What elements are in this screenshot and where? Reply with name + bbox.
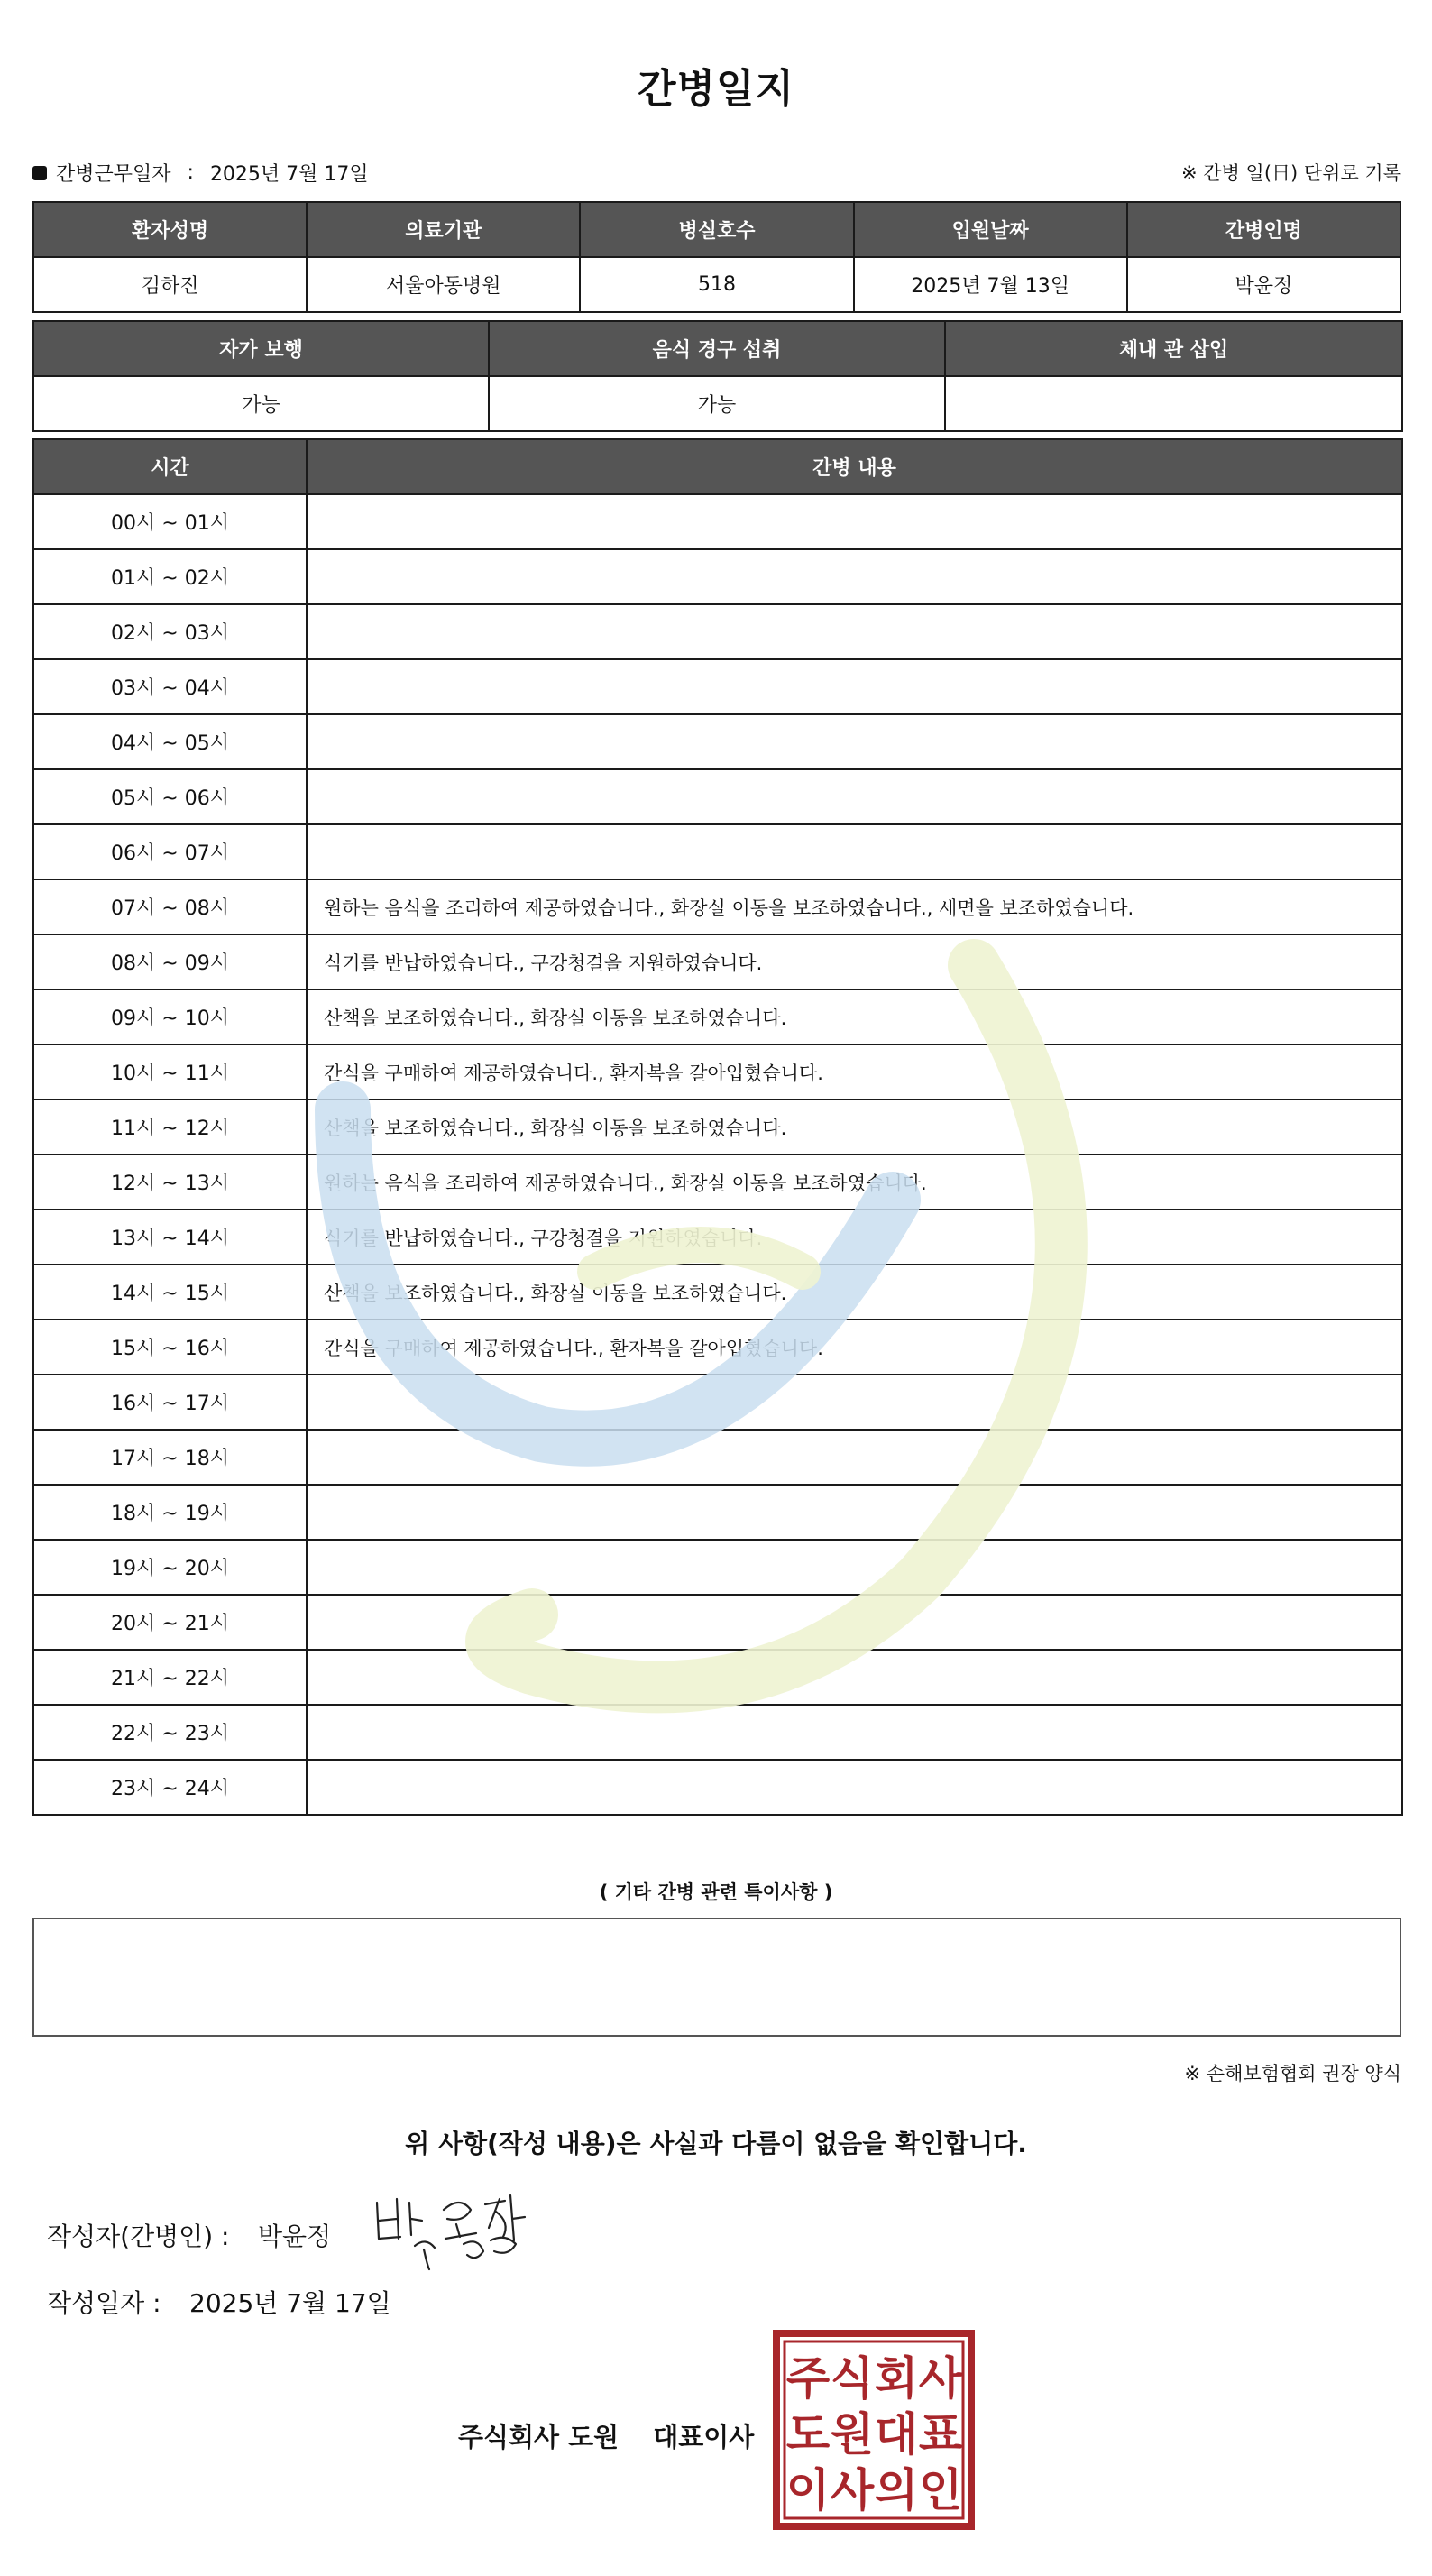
- table-row: [33, 1595, 1402, 1650]
- square-bullet-icon: [32, 166, 47, 180]
- care-content: [307, 494, 1402, 549]
- time-slot: 17시 ~ 18시: [33, 1430, 307, 1485]
- table-row: [33, 1540, 1402, 1595]
- time-slot: 00시 ~ 01시: [33, 494, 307, 549]
- table-row: [33, 1760, 1402, 1815]
- header-oral-intake: 음식 경구 섭취: [489, 321, 945, 376]
- patient-name-value: 김하진: [33, 257, 307, 312]
- table-row: [33, 659, 1402, 714]
- care-content: [307, 1485, 1402, 1540]
- time-slot: 03시 ~ 04시: [33, 659, 307, 714]
- care-content: [307, 824, 1402, 879]
- status-header-row: [33, 321, 1402, 376]
- time-slot: 19시 ~ 20시: [33, 1540, 307, 1595]
- care-content: 간식을 구매하여 제공하였습니다., 환자복을 갈아입혔습니다.: [307, 1320, 1402, 1375]
- admission-date-value: 2025년 7월 13일: [854, 257, 1127, 312]
- log-body: [33, 494, 1402, 1815]
- table-row: [33, 1705, 1402, 1760]
- time-slot: 23시 ~ 24시: [33, 1760, 307, 1815]
- page-title: 간병일지: [637, 66, 794, 112]
- time-slot: 09시 ~ 10시: [33, 989, 307, 1044]
- oral-intake-value: 가능: [489, 376, 945, 431]
- patient-status-table: [32, 320, 1403, 432]
- special-notes-label: ( 기타 간병 관련 특이사항 ): [599, 1881, 833, 1903]
- header-self-walking: 자가 보행: [33, 321, 489, 376]
- patient-info-table: [32, 201, 1401, 313]
- table-row: [33, 1320, 1402, 1375]
- care-content: 산책을 보조하였습니다., 화장실 이동을 보조하였습니다.: [307, 1265, 1402, 1320]
- care-content: [307, 659, 1402, 714]
- table-row: [33, 934, 1402, 989]
- table-row: [33, 549, 1402, 604]
- table-row: [33, 1044, 1402, 1099]
- seal-character: 주: [785, 2352, 831, 2405]
- care-content: 산책을 보조하였습니다., 화장실 이동을 보조하였습니다.: [307, 989, 1402, 1044]
- written-date-label: 작성일자 :: [47, 2288, 161, 2318]
- seal-character: 의: [874, 2464, 919, 2516]
- seal-character: 표: [918, 2408, 963, 2461]
- time-slot: 06시 ~ 07시: [33, 824, 307, 879]
- room-number-value: 518: [580, 257, 853, 312]
- time-slot: 15시 ~ 16시: [33, 1320, 307, 1375]
- time-slot: 16시 ~ 17시: [33, 1375, 307, 1430]
- daily-record-note: ※ 간병 일(日) 단위로 기록: [1181, 162, 1401, 184]
- time-slot: 10시 ~ 11시: [33, 1044, 307, 1099]
- seal-character: 도: [785, 2408, 831, 2461]
- work-date-row: [32, 159, 369, 187]
- table-row: [33, 1099, 1402, 1155]
- patient-value-row: [33, 257, 1400, 312]
- care-content: 간식을 구매하여 제공하였습니다., 환자복을 갈아입혔습니다.: [307, 1044, 1402, 1099]
- time-slot: 13시 ~ 14시: [33, 1210, 307, 1265]
- table-row: [33, 989, 1402, 1044]
- written-date-value: 2025년 7월 17일: [189, 2288, 391, 2318]
- care-content: [307, 714, 1402, 769]
- care-content: [307, 1705, 1402, 1760]
- seal-character: 이: [785, 2464, 831, 2516]
- time-slot: 12시 ~ 13시: [33, 1155, 307, 1210]
- table-row: [33, 714, 1402, 769]
- table-row: [33, 824, 1402, 879]
- table-row: [33, 1485, 1402, 1540]
- special-notes-box: [32, 1918, 1401, 2037]
- work-date-value: 2025년 7월 17일: [209, 163, 369, 186]
- time-slot: 01시 ~ 02시: [33, 549, 307, 604]
- seal-character: 식: [830, 2352, 875, 2405]
- header-time: 시간: [33, 439, 307, 494]
- caregiver-name-value: 박윤정: [1127, 257, 1400, 312]
- company-name: 주식회사 도원: [458, 2422, 620, 2452]
- table-row: [33, 1430, 1402, 1485]
- seal-character: 인: [918, 2464, 963, 2516]
- patient-header-row: [33, 202, 1400, 257]
- table-row: [33, 1265, 1402, 1320]
- care-content: [307, 604, 1402, 659]
- care-content: [307, 1650, 1402, 1705]
- care-content: 식기를 반납하였습니다., 구강청결을 지원하였습니다.: [307, 934, 1402, 989]
- log-header-row: [33, 439, 1402, 494]
- header-care-content: 간병 내용: [307, 439, 1402, 494]
- company-ceo-title: 대표이사: [653, 2422, 755, 2452]
- handwritten-signature: [370, 2183, 532, 2273]
- writer-name: 박윤정: [258, 2222, 332, 2251]
- tube-insertion-value: [945, 376, 1402, 431]
- seal-character: 대: [874, 2408, 919, 2461]
- time-slot: 04시 ~ 05시: [33, 714, 307, 769]
- table-row: [33, 769, 1402, 824]
- time-slot: 20시 ~ 21시: [33, 1595, 307, 1650]
- time-slot: 07시 ~ 08시: [33, 879, 307, 934]
- time-slot: 14시 ~ 15시: [33, 1265, 307, 1320]
- form-source-note: ※ 손해보험협회 권장 양식: [1184, 2063, 1401, 2084]
- table-row: [33, 1650, 1402, 1705]
- seal-character: 회: [874, 2352, 919, 2405]
- care-content: [307, 1540, 1402, 1595]
- care-content: [307, 1595, 1402, 1650]
- company-signature-line: [458, 2417, 754, 2454]
- header-hospital: 의료기관: [307, 202, 580, 257]
- work-date-colon: :: [187, 161, 194, 184]
- header-tube-insertion: 체내 관 삽입: [945, 321, 1402, 376]
- company-seal-stamp: [772, 2329, 976, 2531]
- seal-character: 사: [830, 2464, 875, 2516]
- care-content: 산책을 보조하였습니다., 화장실 이동을 보조하였습니다.: [307, 1099, 1402, 1155]
- writer-label: 작성자(간병인) :: [47, 2222, 230, 2251]
- seal-character: 사: [918, 2352, 963, 2405]
- time-slot: 22시 ~ 23시: [33, 1705, 307, 1760]
- header-patient-name: 환자성명: [33, 202, 307, 257]
- time-slot: 18시 ~ 19시: [33, 1485, 307, 1540]
- time-slot: 05시 ~ 06시: [33, 769, 307, 824]
- table-row: [33, 1375, 1402, 1430]
- confirmation-statement: 위 사항(작성 내용)은 사실과 다름이 없음을 확인합니다.: [405, 2129, 1027, 2158]
- table-row: [33, 604, 1402, 659]
- table-row: [33, 1155, 1402, 1210]
- table-row: [33, 1210, 1402, 1265]
- header-admission-date: 입원날짜: [854, 202, 1127, 257]
- care-content: [307, 1430, 1402, 1485]
- written-date-row: [47, 2284, 391, 2320]
- table-row: [33, 879, 1402, 934]
- time-slot: 11시 ~ 12시: [33, 1099, 307, 1155]
- table-row: [33, 494, 1402, 549]
- header-room-number: 병실호수: [580, 202, 853, 257]
- care-content: [307, 1760, 1402, 1815]
- header-caregiver-name: 간병인명: [1127, 202, 1400, 257]
- status-value-row: [33, 376, 1402, 431]
- care-content: [307, 549, 1402, 604]
- care-content: 식기를 반납하였습니다., 구강청결을 지원하였습니다.: [307, 1210, 1402, 1265]
- care-content: 원하는 음식을 조리하여 제공하였습니다., 화장실 이동을 보조하였습니다.: [307, 1155, 1402, 1210]
- care-content: 원하는 음식을 조리하여 제공하였습니다., 화장실 이동을 보조하였습니다., 세면을 보조하였습니다.: [307, 879, 1402, 934]
- time-slot: 21시 ~ 22시: [33, 1650, 307, 1705]
- care-content: [307, 769, 1402, 824]
- time-slot: 02시 ~ 03시: [33, 604, 307, 659]
- hospital-value: 서울아동병원: [307, 257, 580, 312]
- seal-character: 원: [830, 2408, 875, 2461]
- time-slot: 08시 ~ 09시: [33, 934, 307, 989]
- writer-row: [47, 2217, 331, 2253]
- hourly-care-log-table: [32, 438, 1403, 1816]
- self-walking-value: 가능: [33, 376, 489, 431]
- care-content: [307, 1375, 1402, 1430]
- work-date-label: 간병근무일자: [56, 163, 171, 186]
